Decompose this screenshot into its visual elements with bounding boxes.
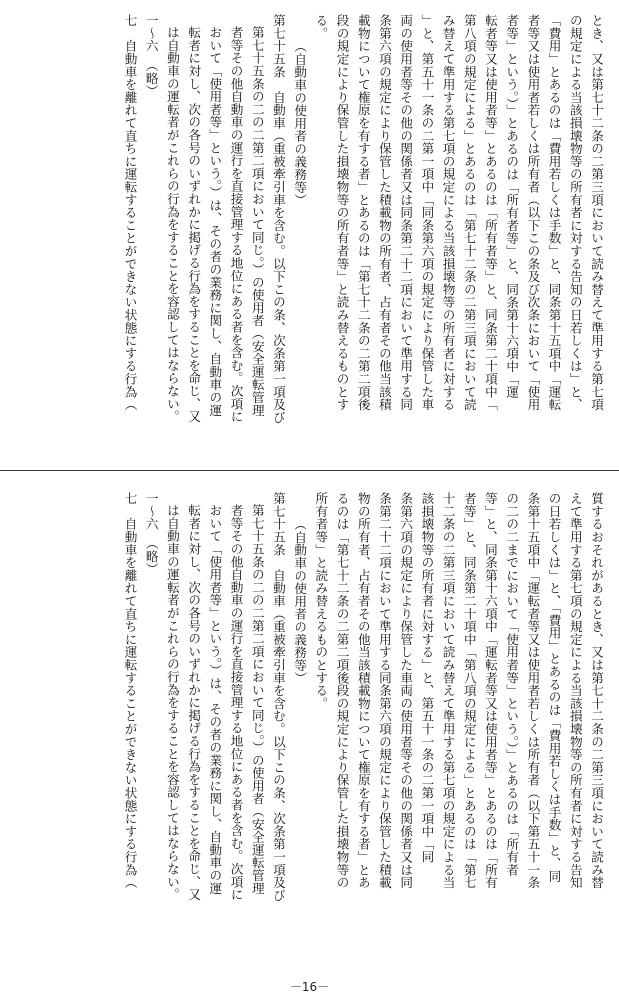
text-line: えて準用する第七項の規定による当該損壊物等の所有者に対する告知 xyxy=(567,492,583,889)
item-seven: 七 自動車を離れて直ちに運転することができない状態にする行為（ xyxy=(122,14,138,411)
text-line: 転者に対し、次の各号のいずれかに掲げる行為をすることを命じ、又 xyxy=(186,26,202,423)
text-line: とき、又は第七十二条の二第三項において読み替えて準用する第七項 xyxy=(589,14,604,411)
text-line: の日若しくは」と、「費用」とあるのは「費用若しくは手数」と、同 xyxy=(546,492,562,883)
upper-vertical-text xyxy=(10,14,607,462)
text-line: 転者等又は使用者等」とあるのは「所有者等」と、同条第二十項中「 xyxy=(482,14,498,411)
text-line: 転者に対し、次の各号のいずれかに掲げる行為をすることを命じ、又 xyxy=(186,504,202,901)
text-line: 物の所有者、占有者その他当該積載物について権原を有する者」とあ xyxy=(355,492,371,889)
text-line: おいて「使用者等」という。）は、その者の業務に関し、自動車の運 xyxy=(207,26,223,417)
text-line: るのは「第七十二条の二第二項後段の規定により保管した損壊物等の xyxy=(334,492,350,889)
upper-column xyxy=(0,0,619,468)
text-line: 条第二十二項において準用する同条第六項の規定により保管した積載 xyxy=(376,492,392,889)
text-line: 第八項の規定による」とあるのは「第七十二条の二第三項において読 xyxy=(461,14,477,411)
text-line: 該損壊物等の所有者に対する」と、第五十一条の二第一項中「同 xyxy=(419,492,435,864)
text-line: 両の使用者等その他の関係者又は同条第二十二項において準用する同 xyxy=(398,14,414,411)
text-line: 条第六項の規定により保管した積載物の所有者、占有者その他当該積 xyxy=(376,14,392,411)
text-line: 条第六項の規定により保管した車両の使用者等その他の関係者又は同 xyxy=(398,492,414,889)
text-line: み替えて準用する第七項の規定による当該損壊物等の所有者に対する xyxy=(440,14,456,411)
text-line: は自動車の運転者がこれらの行為をすることを容認してはならない。 xyxy=(164,26,180,423)
text-line: の規定による当該損壊物等の所有者に対する告知の日若しくは」と、 xyxy=(567,14,583,411)
text-line: は自動車の運転者がこれらの行為をすることを容認してはならない。 xyxy=(164,504,180,901)
text-line: の二の二までにおいて「使用者等」という。）」とあるのは「所有者 xyxy=(504,492,520,877)
text-line: 」と、第五十一条の二第一項中「同条第六項の規定により保管した車 xyxy=(419,14,435,411)
text-line: 所有者等」と読み替えるものとする。 xyxy=(313,492,329,710)
lower-vertical-text xyxy=(10,492,607,942)
page-number: －16－ xyxy=(289,980,330,994)
lower-column xyxy=(0,478,619,948)
text-line: 載物について権原を有する者」とあるのは「第七十二条の二第二項後 xyxy=(355,14,371,411)
text-line: 第七十五条の二の二第二項において同じ。）の使用者（安全運転管理 xyxy=(249,504,265,895)
item-seven: 七 自動車を離れて直ちに運転することができない状態にする行為（ xyxy=(122,492,138,889)
text-line: 十二条の二第三項において読み替えて準用する第七項の規定による当 xyxy=(440,492,456,889)
item-omitted: 一〜六 （略） xyxy=(143,14,159,98)
text-line: 者等その他自動車の運行を直接管理する地位にある者を含む。次項に xyxy=(228,504,244,901)
text-line: 者等」という。）」とあるのは「所有者等」と、同条第十六項中「運 xyxy=(504,14,520,399)
section-divider xyxy=(0,470,619,471)
text-line: 条第十五項中「運転者等又は使用者若しくは所有者（以下第五十一条 xyxy=(525,492,541,889)
section-heading: （自動車の使用者の義務等） xyxy=(292,40,308,207)
text-line: 「費用」とあるのは「費用若しくは手数」と、同条第十五項中「運転 xyxy=(546,14,562,411)
text-line: 第七十五条の二の二第二項において同じ。）の使用者（安全運転管理 xyxy=(249,26,265,417)
text-line: 者等又は使用者若しくは所有者（以下この条及び次条において「使用 xyxy=(525,14,541,411)
text-line: 者等」と、同条第二十項中「第八項の規定による」とあるのは「第七 xyxy=(461,492,477,889)
text-line: 等」と、同条第十六項中「運転者等又は使用者等」とあるのは「所有 xyxy=(482,492,498,889)
article-75-line: 第七十五条 自動車（重被牽引車を含む。以下この条、次条第一項及び xyxy=(270,492,286,902)
text-line: 段の規定により保管した損壊物等の所有者等」と読み替えるものとす xyxy=(334,14,350,411)
text-line: る。 xyxy=(313,14,329,40)
text-line: おいて「使用者等」という。）は、その者の業務に関し、自動車の運 xyxy=(207,504,223,895)
item-omitted: 一〜六 （略） xyxy=(143,492,159,576)
section-heading: （自動車の使用者の義務等） xyxy=(292,518,308,685)
text-line: 質するおそれがあるとき、又は第七十二条の二第三項において読み替 xyxy=(589,492,604,889)
article-75-line: 第七十五条 自動車（重被牽引車を含む。以下この条、次条第一項及び xyxy=(270,14,286,424)
text-line: 者等その他自動車の運行を直接管理する地位にある者を含む。次項に xyxy=(228,26,244,423)
